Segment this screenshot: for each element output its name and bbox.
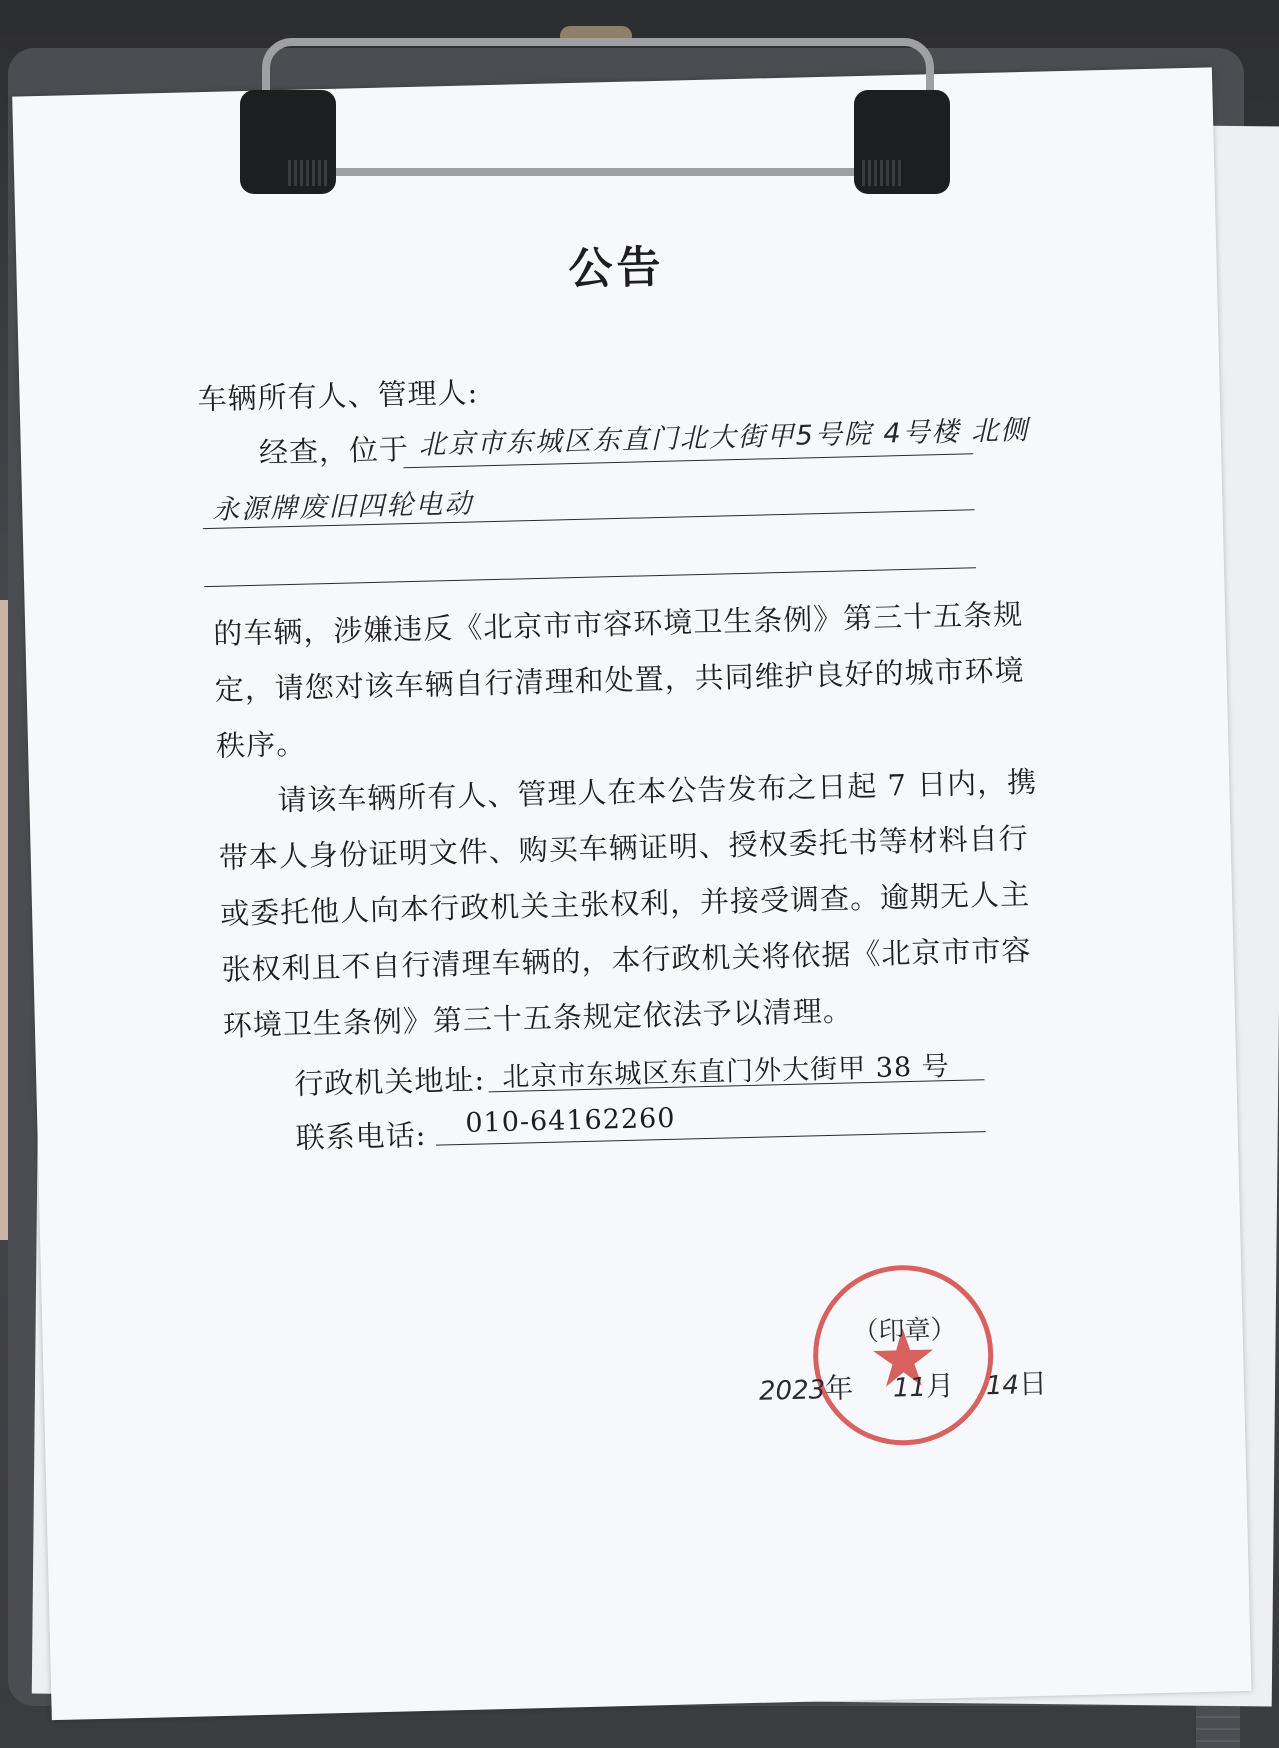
date-year: 2023 <box>758 1375 826 1407</box>
notice-paper <box>12 67 1251 1720</box>
body-line: 的车辆，涉嫌违反《北京市市容环境卫生条例》第三十五条规 <box>212 597 1024 651</box>
date-day-unit: 日 <box>1018 1366 1048 1401</box>
phone-label: 联系电话: <box>295 1117 427 1156</box>
official-seal <box>811 1263 995 1447</box>
seal-label: （印章） <box>852 1314 957 1348</box>
date-month-unit: 月 <box>925 1369 955 1403</box>
body-line: 或委托他人向本行政机关主张权利，并接受调查。逾期无人主 <box>219 877 1031 931</box>
notice-title: 公告 <box>567 241 666 296</box>
body-line: 张权利且不自行清理车辆的，本行政机关将依据《北京市市容 <box>221 933 1032 987</box>
notice-document <box>12 67 1251 1720</box>
date-year-unit: 年 <box>824 1371 854 1406</box>
address-value: 北京市东城区东直门外大街甲 38 号 <box>501 1051 951 1093</box>
body-line: 秩序。 <box>215 726 307 763</box>
seal-star-icon <box>816 1268 990 1442</box>
clip-wire <box>262 38 934 176</box>
date-day: 14 <box>985 1370 1020 1402</box>
handwritten-location-line-2: 永源牌废旧四轮电动 <box>211 488 474 526</box>
handwritten-location-line-1: 北京市东城区东直门北大街甲5号院 4号楼 北侧 <box>418 414 1030 461</box>
location-underline-3 <box>204 567 976 587</box>
location-prefix: 经查，位于 <box>258 432 410 470</box>
issue-date <box>758 1362 1047 1409</box>
address-label: 行政机关地址: <box>293 1062 486 1102</box>
clip-right-grip <box>854 90 950 194</box>
body-line: 定，请您对该车辆自行清理和处置，共同维护良好的城市环境 <box>214 653 1025 707</box>
body-line: 请该车辆所有人、管理人在本公告发布之日起 7 日内，携 <box>277 764 1038 818</box>
clip-left-grip <box>240 90 336 194</box>
body-line: 环境卫生条例》第三十五条规定依法予以清理。 <box>222 993 854 1043</box>
salutation: 车辆所有人、管理人: <box>197 375 479 417</box>
date-month: 11 <box>892 1372 927 1404</box>
body-line: 带本人身份证明文件、购买车辆证明、授权委托书等材料自行 <box>218 821 1030 875</box>
phone-value: 010-64162260 <box>465 1102 676 1139</box>
